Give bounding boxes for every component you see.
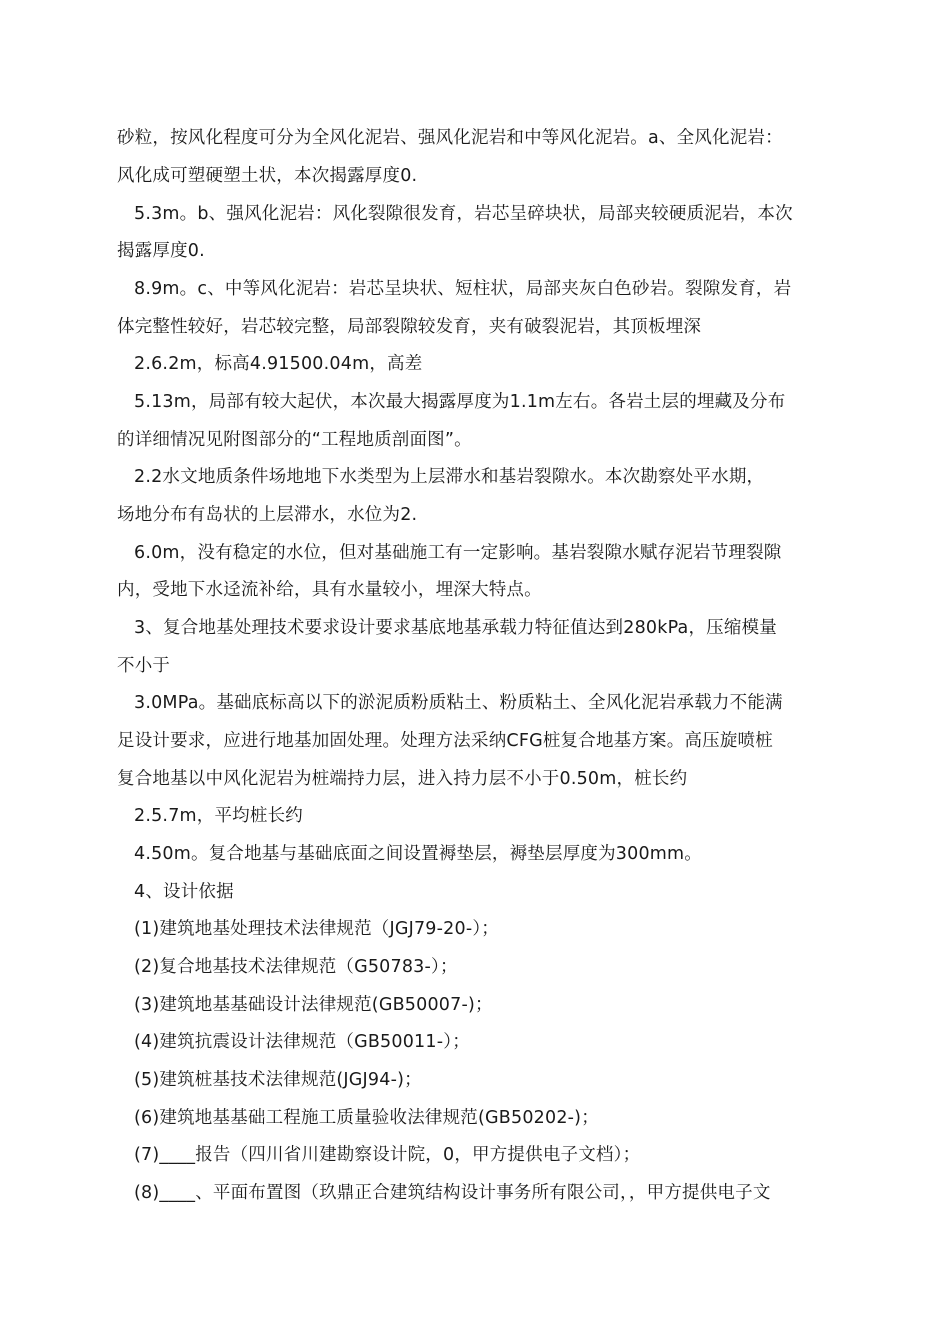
body-text-line: 砂粒，按风化程度可分为全风化泥岩、强风化泥岩和中等风化泥岩。a、全风化泥岩： [117, 128, 783, 148]
body-text-line: 8.9m。c、中等风化泥岩：岩芯呈块状、短柱状，局部夹灰白色砂岩。裂隙发育，岩 [134, 279, 792, 299]
reference-list-item: (3)建筑地基基础设计法律规范(GB50007-)； [134, 995, 493, 1015]
body-text-line: 不小于 [117, 656, 171, 676]
body-text-line: 2.5.7m，平均桩长约 [134, 806, 303, 826]
body-text-line: 2.6.2m，标高4.91500.04m，高差 [134, 354, 423, 374]
body-text-line: 的详细情况见附图部分的“工程地质剖面图”。 [117, 430, 472, 450]
body-text-line: 场地分布有岛状的上层滞水，水位为2. [117, 505, 418, 525]
body-text-line: 风化成可塑硬塑土状，本次揭露厚度0. [117, 166, 418, 186]
body-text-line: 6.0m，没有稳定的水位，但对基础施工有一定影响。基岩裂隙水赋存泥岩节理裂隙 [134, 543, 782, 563]
reference-list-item: (2)复合地基技术法律规范（G50783-）； [134, 957, 458, 977]
body-text-line: 5.13m，局部有较大起伏，本次最大揭露厚度为1.1m左右。各岩土层的埋藏及分布 [134, 392, 786, 412]
body-text-line: 体完整性较好，岩芯较完整，局部裂隙较发育，夹有破裂泥岩，其顶板埋深 [117, 317, 702, 337]
body-text-line: 复合地基以中风化泥岩为桩端持力层，进入持力层不小于0.50m，桩长约 [117, 769, 688, 789]
body-text-line: 内，受地下水迳流补给，具有水量较小，埋深大特点。 [117, 580, 542, 600]
reference-list-item: (6)建筑地基基础工程施工质量验收法律规范(GB50202-)； [134, 1108, 599, 1128]
reference-list-item: (5)建筑桩基技术法律规范(JGJ94-)； [134, 1070, 422, 1090]
body-text-line: 3.0MPa。基础底标高以下的淤泥质粉质粘土、粉质粘土、全风化泥岩承载力不能满 [134, 693, 783, 713]
body-text-line: 揭露厚度0. [117, 241, 205, 261]
section-heading-line: 3、复合地基处理技术要求设计要求基底地基承载力特征值达到280kPa，压缩模量 [134, 618, 777, 638]
reference-list-item: (7)____报告（四川省川建勘察设计院，0，甲方提供电子文档）； [134, 1145, 641, 1165]
body-text-line: 4.50m。复合地基与基础底面之间设置褥垫层，褥垫层厚度为300mm。 [134, 844, 703, 864]
reference-list-item: (4)建筑抗震设计法律规范（GB50011-）； [134, 1032, 470, 1052]
section-heading-line: 4、设计依据 [134, 882, 234, 902]
body-text-line: 足设计要求，应进行地基加固处理。处理方法采纳CFG桩复合地基方案。高压旋喷桩 [117, 731, 773, 751]
body-text-line: 5.3m。b、强风化泥岩：风化裂隙很发育，岩芯呈碎块状，局部夹较硬质泥岩，本次 [134, 204, 793, 224]
reference-list-item: (8)____、平面布置图（玖鼎正合建筑结构设计事务所有限公司，，甲方提供电子文 [134, 1183, 771, 1203]
section-heading-line: 2.2水文地质条件场地地下水类型为上层滞水和基岩裂隙水。本次勘察处平水期， [134, 467, 765, 487]
reference-list-item: (1)建筑地基处理技术法律规范（JGJ79-20-）； [134, 919, 499, 939]
